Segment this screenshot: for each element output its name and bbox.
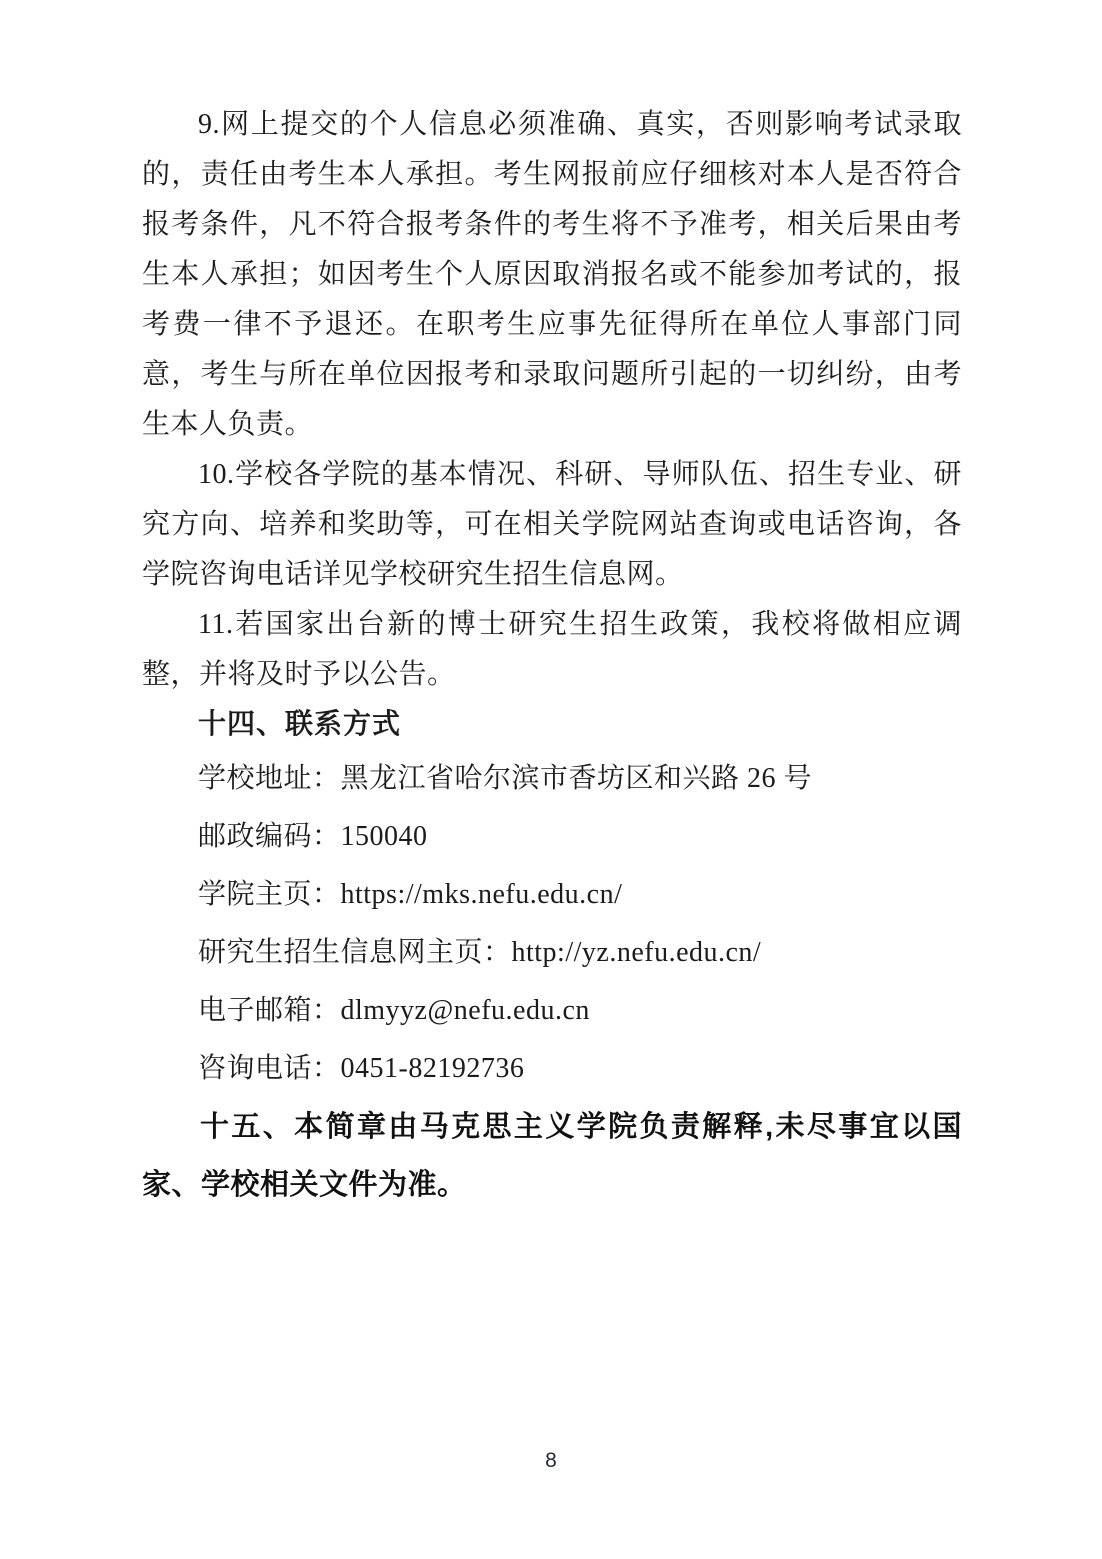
contact-line-postal-code: 邮政编码：150040 [198, 821, 428, 852]
contact-line-college-homepage: 学院主页：https://mks.nefu.edu.cn/ [198, 879, 623, 910]
paragraph-item-9: 9.网上提交的个人信息必须准确、真实，否则影响考试录取的，责任由考生本人承担。考生网报前应仔细核对本人是否符合报考条件，凡不符合报考条件的考生将不予准考，相关后果由考生本人承担；如因考生个人原因取消报名或不能参加考试的，报考费一律不予退还。在职考生应事先征得所在单位人事部门同意，考生与所在单位因报考和录取问题所引起的一切纠纷，由考生本人负责。 [142, 109, 962, 440]
paragraph-item-10: 10.学校各学院的基本情况、科研、导师队伍、招生专业、研究方向、培养和奖助等，可在相关学院网站查询或电话咨询，各学院咨询电话详见学校研究生招生信息网。 [142, 459, 962, 590]
page-number: 8 [545, 1449, 557, 1472]
contact-line-email: 电子邮箱：dlmyyz@nefu.edu.cn [198, 995, 590, 1026]
contact-line-admissions-site: 研究生招生信息网主页：http://yz.nefu.edu.cn/ [198, 937, 762, 968]
document-body [142, 100, 962, 1214]
contact-line-phone: 咨询电话：0451-82192736 [198, 1053, 525, 1084]
page-footer [0, 1449, 1102, 1473]
section-heading-disclaimer: 十五、本简章由马克思主义学院负责解释,未尽事宜以国家、学校相关文件为准。 [142, 1111, 962, 1201]
paragraph-item-11: 11.若国家出台新的博士研究生招生政策，我校将做相应调整，并将及时予以公告。 [142, 609, 962, 690]
section-heading-contact: 十四、联系方式 [198, 709, 402, 740]
contact-line-address: 学校地址：黑龙江省哈尔滨市香坊区和兴路 26 号 [198, 763, 813, 794]
